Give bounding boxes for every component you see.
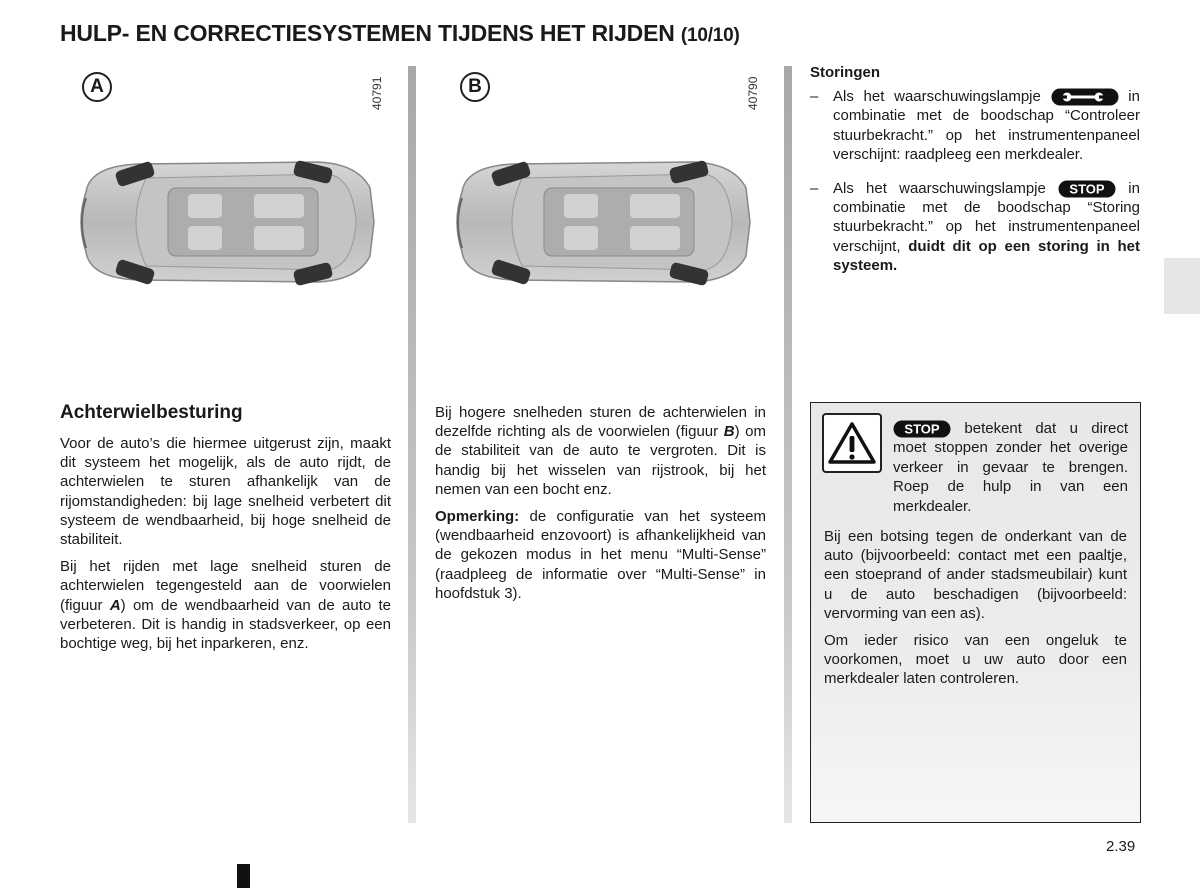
note-label: Opmerking: [435, 508, 520, 526]
car-figure-b-image [444, 148, 756, 296]
page-title-suffix: (10/10) [680, 25, 740, 46]
warning-paragraph-2: Bij een botsing tegen de onderkant van de auto (bijvoorbeeld: contact met een paaltje, een stoeprand of ander stadsmeubilair) kunt u de auto beschadigen (bijvoorbeeld: vervorming van een as). [824, 528, 1127, 622]
column-divider-left [408, 66, 416, 823]
right-column [810, 64, 1140, 276]
page-title-text: HULP- EN CORRECTIESYSTEMEN TIJDENS HET RIJDEN [60, 20, 675, 46]
figure-ref-a: A [109, 596, 121, 614]
warning-triangle-icon [824, 415, 880, 471]
figure-b-label: B [460, 72, 490, 102]
left-paragraph-1: Voor de auto’s die hiermee uitgerust zijn, maakt dit systeem het mogelijk, als de auto rijdt, de achterwielen te sturen afhankelijk van de rijomstandigheden: bij lage snelheid verbetert dit systeem de wendbaarheid, bij hoge snelheid de stabiliteit. [60, 435, 391, 549]
stop-warning-lamp-icon [893, 420, 951, 438]
warning-triangle-frame [822, 413, 882, 473]
figure-a-code: 40791 [370, 76, 384, 110]
storing-bullet-1: – Als het waarschuwingslampje in combinatie met de boodschap “Controleer stuurbekracht.” op het instrumentenpaneel verschijnt: raadpleeg een merkdealer. [810, 88, 1140, 164]
middle-note: Opmerking: de configuratie van het systeem (wendbaarheid enzovoort) is afhankelijkheid van de gekozen modus in het menu “Multi-Sense” (raadpleeg de informatie over “Multi-Sense” in hoofdstuk 3). [435, 508, 766, 602]
warning-paragraph-3: Om ieder risico van een ongeluk te voorkomen, moet u uw auto door een merkdealer laten controleren. [824, 632, 1127, 688]
page-number: 2.39 [1106, 838, 1136, 855]
wrench-warning-lamp-icon [1051, 88, 1119, 106]
svg-text:STOP: STOP [1069, 181, 1105, 197]
svg-text:STOP: STOP [904, 421, 940, 437]
middle-column [435, 403, 766, 611]
car-figure-a-image [68, 148, 380, 296]
warning-p1-top [893, 419, 1128, 516]
left-paragraph-2: Bij het rijden met lage snelheid sturen de achterwielen tegengesteld aan de voorwielen (figuur A) om de wendbaarheid van de auto te verbeteren. Dit is handig in stadsverkeer, op een bochtige weg, bij het inparkeren, enz. [60, 558, 391, 653]
warning-paragraph-1: betekent dat u direct moet stoppen zonder het overige verkeer in gevaar te brengen. Roep de hulp in van een merkdealer. [893, 420, 1128, 515]
warning-box [810, 402, 1141, 823]
figure-a-label: A [82, 72, 112, 102]
warning-body [824, 527, 1127, 697]
storing-bullet-2: – Als het waarschuwingslampje STOP in combinatie met de boodschap “Storing stuurbekracht.” op het instrumentenpaneel verschijnt, duidt dit op een storing in het systeem. [810, 179, 1140, 275]
storing-emphasis: duidt dit op een storing in het systeem. [833, 237, 1140, 275]
middle-paragraph-1: Bij hogere snelheden sturen de achterwielen in dezelfde richting als de voorwielen (figuur B) om de stabiliteit van de auto te vergroten. Dit is handig bij het wisselen van rijstrook, bij het nemen van een bocht enz. [435, 404, 767, 498]
section-heading: Achterwielbesturing [60, 402, 243, 423]
storingen-heading: Storingen [810, 64, 880, 81]
left-column [60, 402, 391, 661]
chapter-side-tab [1164, 258, 1200, 314]
crop-mark [237, 864, 250, 888]
stop-warning-lamp-icon [1058, 180, 1116, 198]
column-divider-right [784, 66, 792, 823]
page-title [60, 20, 740, 47]
figure-ref-b: B [723, 423, 735, 441]
figure-b-code: 40790 [746, 76, 760, 110]
